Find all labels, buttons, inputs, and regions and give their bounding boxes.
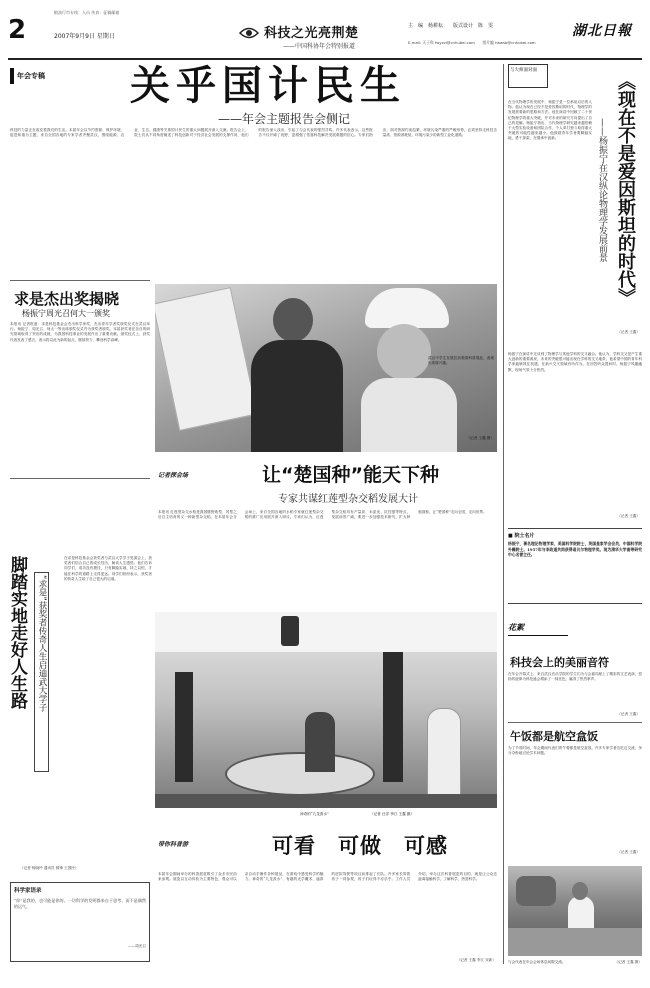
left-story1-top-rule	[10, 280, 150, 281]
photo-paper	[155, 287, 258, 431]
contact-line: E-mail: 天子科 fwyzzl@cnhubei.com 图片编 hbwsb@cnhubei.com	[408, 40, 536, 45]
left-story1-subhead: 杨振宁周光召何大一颁奖	[22, 309, 110, 318]
kexue-headline: 可看 可做 可感	[272, 834, 448, 858]
right-subhead: ——杨振宁在汉纵论物理学发展前景	[597, 118, 607, 262]
photo-boy-body	[251, 340, 343, 452]
banquet-photo	[508, 866, 642, 956]
section-title: 科技之光亮荆楚	[264, 26, 359, 41]
photo-fountain	[225, 752, 375, 796]
quote-author: ——周光召	[128, 944, 146, 948]
exhibition-photo	[155, 612, 497, 808]
photo3-credit: （记者 王鑫 摄）	[614, 960, 642, 964]
issue-date: 2007年9月9日 星期日	[54, 33, 115, 40]
quote-body: “你”是我的，也可能是你的。一切科学的发明都来自于思考，而不是偶然的运气。	[14, 898, 146, 909]
huaxu-divider	[508, 722, 642, 723]
photo2-credit: （记者 汪洋 李江 王鑫 摄）	[370, 812, 415, 816]
photo-table	[508, 928, 642, 956]
vertical-story-headline: 脚踏实地走好人生路	[7, 556, 27, 709]
photo-visitor-2	[427, 708, 461, 808]
huaxu-item2-body: 为了节省时间，年会期间代表们的午餐都是航空盒饭。许多专家学者边吃边交流，争分夺秒地讨论学术问题。	[508, 746, 642, 756]
right-body: 在当代物理学的发展中，杨振宁是一位承前启后的人物。他认为现在已经不是爱因斯坦的时代，物理学的发展需要新的思路和方法。他在演讲中回顾了二十世纪物理学的重大突破，并对未来的研究方向提出了自己的见解。杨振宁指出，当代物理学研究越来越依赖于大型实验设备和团队合作，个人单打独斗取得重大突破的可能性越来越小。他鼓励青年学者要脚踏实地，勇于探索，在继承中创新。	[508, 100, 592, 141]
huaxu-item1-byline: （记者 王鑫）	[617, 712, 640, 716]
section-logo-icon	[238, 24, 260, 42]
kexue-body: 本届年会期间举办的科普展览吸引了众多市民前来参观。展览以互动体验为主要特色，观众可以亲自动手操作各种展品，在游戏中感受科学的魅力。神奇的“九龙汲水”、有趣的光学魔术、逼真的虚拟驾驶等项目前排起了长队。许多家长带着孩子一同参观，孩子们玩得不亦乐乎。工作人员介绍，举办这次科普展览的目的，就是让公众近距离接触科学，了解科学，热爱科学。	[158, 872, 497, 882]
bio-heading: ■ 院士名片	[508, 533, 535, 539]
chuzhong-headline: 让“楚国种”能天下种	[262, 464, 439, 486]
lead-headline: 关乎国计民生	[130, 62, 406, 109]
right-mid-byline: （记者 王鑫）	[617, 514, 640, 518]
vertical-story-byline: （记者 杨晓玲 通讯员 薛锋 王国民）	[20, 866, 79, 870]
photo-ceiling	[155, 612, 497, 652]
lead-subhead: ——年会主题报告会侧记	[218, 112, 351, 126]
quote-tag: 科学家语录	[14, 888, 42, 894]
paper-name: 湖北日報	[572, 23, 632, 39]
photo-background-people	[516, 876, 556, 906]
left-story1-headline: 求是杰出奖揭晓	[14, 290, 120, 308]
right-body-byline: （记者 王鑫）	[617, 330, 640, 334]
right-body-continued: 杨振宁在演讲中还谈到了物理学与其他学科的交叉融合。他认为，学科交叉是产生重大创新的重要源泉，未来的突破很可能出现在学科的交叉地带。他希望中国的青年科学家能够抓住机遇，在新兴交叉领域有所作为。在回答听众提问时，杨振宁风趣幽默，现场气氛十分热烈。	[508, 352, 642, 372]
chuzhong-tag-label: 记者探会场	[158, 472, 189, 479]
huaxu-tag-label: 花絮	[508, 623, 524, 632]
chuzhong-subhead: 专家共谋红莲型杂交稻发展大计	[278, 494, 418, 505]
top-info: 粮油行市专线：人员 传真：征稿邮箱	[54, 10, 120, 15]
chuzhong-body: 本报讯 红莲型杂交水稻是我国继野败型、冈型之后自主培育的又一种新型杂交稻。在本届年会分会场上，来自全国各地的水稻专家就红莲型杂交稻的推广应用展开深入研讨。专家们认为，红莲型杂交稻具有产量高、米质优、抗性强等特点，发展前景广阔。要进一步加强技术研究，扩大种植面积，让“楚国种”走向全国，走向世界。	[158, 510, 487, 520]
lead-tag-label: 年会专稿	[17, 72, 45, 80]
photo1-caption: 武汉中学生在展位前观看科普展品，表现出浓厚兴趣。	[428, 356, 494, 366]
section-subtitle: ——中国科协年会特别报道	[283, 43, 356, 50]
huaxu-item2-byline: （记者 王鑫）	[617, 850, 640, 854]
photo-pillar-right	[383, 652, 403, 782]
page-header	[0, 0, 650, 58]
header-rule	[8, 58, 642, 60]
right-headline: 《现在不是爱因斯坦的时代》	[615, 72, 636, 306]
quote-box	[10, 882, 150, 962]
page-number: 2	[8, 15, 27, 45]
huaxu-item1-title: 科技会上的美丽音符	[510, 656, 609, 669]
bio-box	[508, 528, 642, 604]
kexue-byline: （记者 王鑫 李江 宋新）	[456, 958, 496, 962]
photo2-caption: 神奇的“九龙汲水”	[300, 812, 329, 816]
kexue-tag	[158, 836, 214, 854]
photo-pillar-left	[175, 672, 193, 782]
photo-lamp	[281, 616, 299, 646]
photo1-credit: （记者 王鑫 摄）	[466, 436, 494, 440]
chuzhong-tag	[158, 466, 214, 486]
left-story1-body: 本报讯 记者报道：求是科技基金会杰出科学家奖、杰出青年学者奖颁奖仪式在武汉举行。杨振宁、周光召、何大一等出席颁奖仪式并为获奖者颁奖。本届获奖者在各自的研究领域取得了突出的成就，为我国科技事业的发展作出了重要贡献。颁奖仪式上，获奖代表发表了感言，表示将以此为新的起点，继续努力，攀登科学高峰。	[10, 322, 150, 342]
bio-body: 杨振宁，著名理论物理学家，美国科学院院士，英国皇家学会会员，中国科学院外籍院士。1957年与李政道共同获得诺贝尔物理学奖。现为清华大学高等研究中心名誉主任。	[508, 541, 642, 558]
lead-tag	[10, 68, 74, 84]
right-tag	[508, 64, 548, 88]
photo-floor	[155, 794, 497, 808]
photo3-caption: 与会代表在年会会场休息间隙交流。	[508, 960, 566, 964]
photo-boy-head	[273, 298, 313, 342]
photo-visitor-1	[305, 712, 335, 772]
huaxu-tag	[508, 622, 568, 636]
editor-line: 主 编 杨耕耘 版式设计 陈 雯	[408, 23, 494, 29]
photo-girl-face	[377, 324, 431, 380]
lead-body: 科技的力量正在改变着我们的生活。本届年会以节约资源、保护环境、促进和谐为主题，来自全国各地的专家学者齐聚武汉，围绕能源、农业、生态、健康等关系国计民生的重大问题展开深入交流。报告会上，院士们从不同角度阐述了科技创新对于经济社会发展的支撑作用，他们的报告深入浅出，引起了与会代表的强烈共鸣。许多代表表示，这些报告不仅开阔了视野，更增强了依靠科技解决发展难题的信心。专家们指出，面对资源约束趋紧、环境污染严重的严峻形势，必须坚持走科技含量高、资源消耗低、环境污染少的新型工业化道路。	[10, 128, 497, 138]
huaxu-item2-title: 午饭都是航空盒饭	[510, 730, 598, 743]
vertical-story-body: 在求是科技基金会获奖者与武汉大学学子见面会上，获奖者们结合自己的成长经历，畅谈人生感悟。他们告诉同学们，成功没有捷径，只有脚踏实地、持之以恒，才能在科学的道路上走得更远。同学们纷纷表示，获奖者的传奇人生给了自己很大的启迪。	[64, 556, 152, 581]
photo-figure-head	[572, 882, 588, 900]
right-tag-label: 与大师面对面	[510, 68, 537, 73]
vertical-story-rule	[10, 478, 150, 479]
huaxu-item1-body: 在年会开幕式上，来自武汉音乐学院的学生们为与会嘉宾献上了精彩的文艺表演，悠扬的旋律为科技盛会增添了一抹亮色，赢得了热烈掌声。	[508, 672, 642, 682]
kexue-tag-label: 带你科普游	[158, 841, 189, 848]
photo-girl-hat	[365, 288, 449, 328]
right-column-divider	[503, 64, 504, 964]
vertical-story-subhead: “求是”获奖者传奇人生启迪武大学子	[34, 572, 49, 772]
